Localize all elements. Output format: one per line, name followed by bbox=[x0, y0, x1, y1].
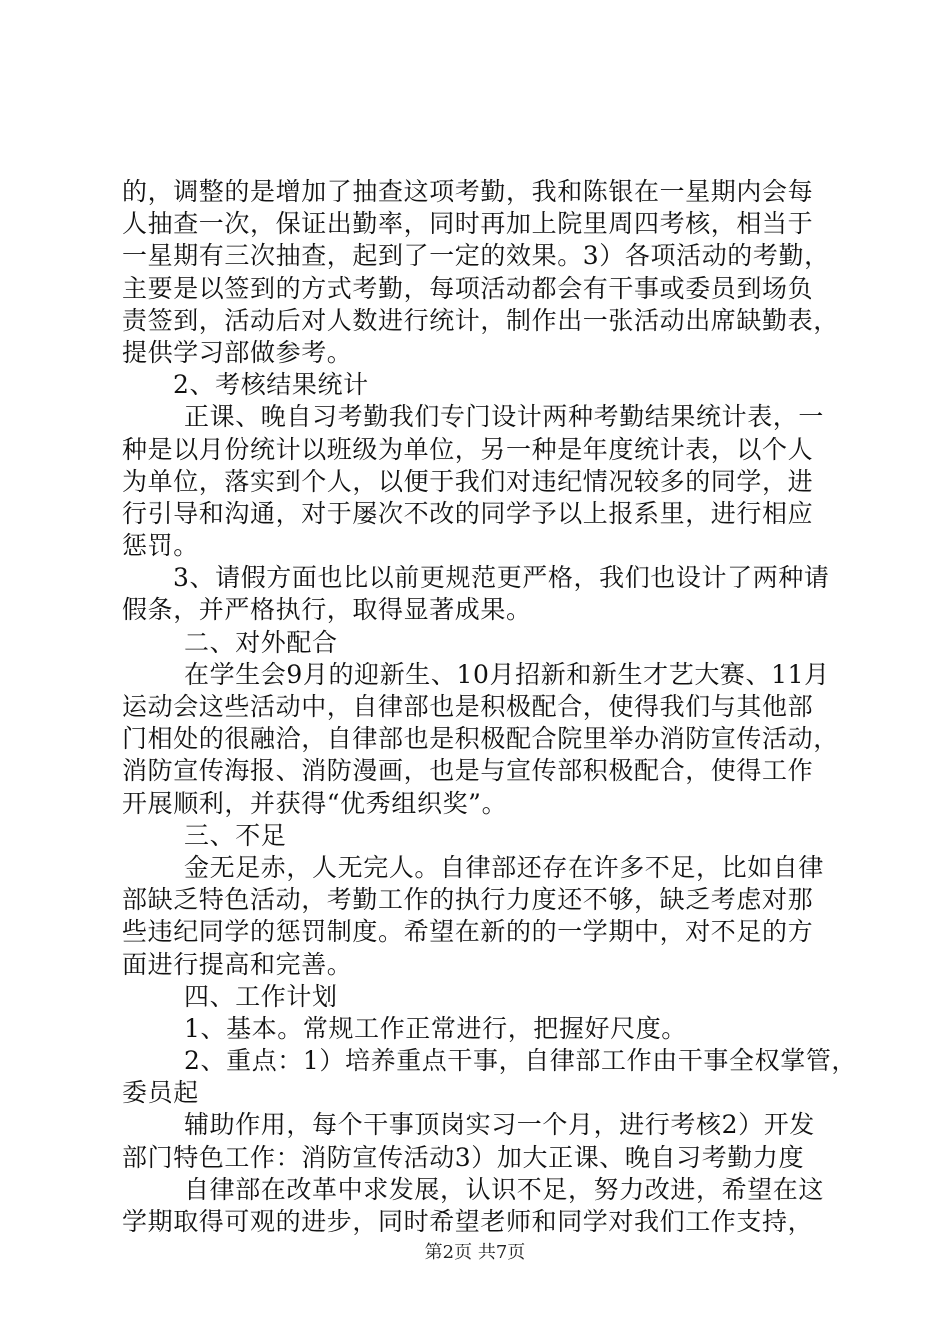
text-line: 辅助作用，每个干事顶岗实习一个月，进行考核2）开发 bbox=[184, 1110, 815, 1140]
text-line: 为单位，落实到个人，以便于我们对违纪情况较多的同学，进 bbox=[122, 466, 814, 496]
text-line: 提供学习部做参考。 bbox=[122, 337, 353, 367]
text-line: 的，调整的是增加了抽查这项考勤，我和陈银在一星期内会每 bbox=[122, 177, 814, 206]
text-line: 二、对外配合 bbox=[184, 627, 338, 657]
text-line: 人抽查一次，保证出勤率，同时再加上院里周四考核，相当于 bbox=[122, 209, 814, 239]
text-line: 正课、晚自习考勤我们专门设计两种考勤结果统计表，一 bbox=[184, 402, 825, 432]
text-line: 委员起 bbox=[122, 1078, 199, 1108]
text-line: 消防宣传海报、消防漫画，也是与宣传部积极配合，使得工作 bbox=[122, 756, 814, 786]
text-line: 2、考核结果统计 bbox=[173, 370, 369, 400]
page-footer: 第2页 共7页 bbox=[424, 1242, 526, 1263]
text-line: 行引导和沟通，对于屡次不改的同学予以上报系里，进行相应 bbox=[122, 498, 814, 528]
text-line: 责签到，活动后对人数进行统计，制作出一张活动出席缺勤表， bbox=[122, 305, 839, 335]
text-line: 1、基本。常规工作正常进行，把握好尺度。 bbox=[184, 1013, 687, 1043]
text-line: 些违纪同学的惩罚制度。希望在新的的一学期中，对不足的方 bbox=[122, 917, 814, 947]
text-line: 自律部在改革中求发展，认识不足，努力改进，希望在这 bbox=[184, 1174, 825, 1204]
text-line: 种是以月份统计以班级为单位，另一种是年度统计表，以个人 bbox=[122, 434, 814, 464]
text-line: 在学生会9月的迎新生、10月招新和新生才艺大赛、11月 bbox=[184, 659, 830, 689]
text-line: 3、请假方面也比以前更规范更严格，我们也设计了两种请 bbox=[173, 563, 830, 593]
text-line: 门相处的很融洽，自律部也是积极配合院里举办消防宣传活动， bbox=[122, 724, 839, 754]
text-line: 部门特色工作：消防宣传活动3）加大正课、晚自习考勤力度 bbox=[122, 1142, 805, 1172]
text-line: 部缺乏特色活动，考勤工作的执行力度还不够，缺乏考虑对那 bbox=[122, 885, 814, 915]
text-line: 三、不足 bbox=[184, 820, 287, 850]
text-line: 开展顺利，并获得“优秀组织奖”。 bbox=[122, 788, 508, 818]
text-line: 一星期有三次抽查，起到了一定的效果。3）各项活动的考勤， bbox=[122, 241, 830, 271]
text-line: 主要是以签到的方式考勤，每项活动都会有干事或委员到场负 bbox=[122, 273, 814, 303]
document-body bbox=[122, 176, 858, 1238]
text-line: 假条，并严格执行，取得显著成果。 bbox=[122, 595, 532, 625]
text-line: 学期取得可观的进步，同时希望老师和同学对我们工作支持， bbox=[122, 1207, 814, 1236]
text-line: 金无足赤，人无完人。自律部还存在许多不足，比如自律 bbox=[184, 852, 825, 882]
text-line: 运动会这些活动中，自律部也是积极配合，使得我们与其他部 bbox=[122, 692, 814, 721]
text-line: 2、重点：1）培养重点干事，自律部工作由干事全权掌管， bbox=[184, 1046, 858, 1076]
text-line: 惩罚。 bbox=[122, 531, 199, 561]
text-line: 面进行提高和完善。 bbox=[122, 949, 353, 979]
text-line: 四、工作计划 bbox=[184, 981, 338, 1011]
